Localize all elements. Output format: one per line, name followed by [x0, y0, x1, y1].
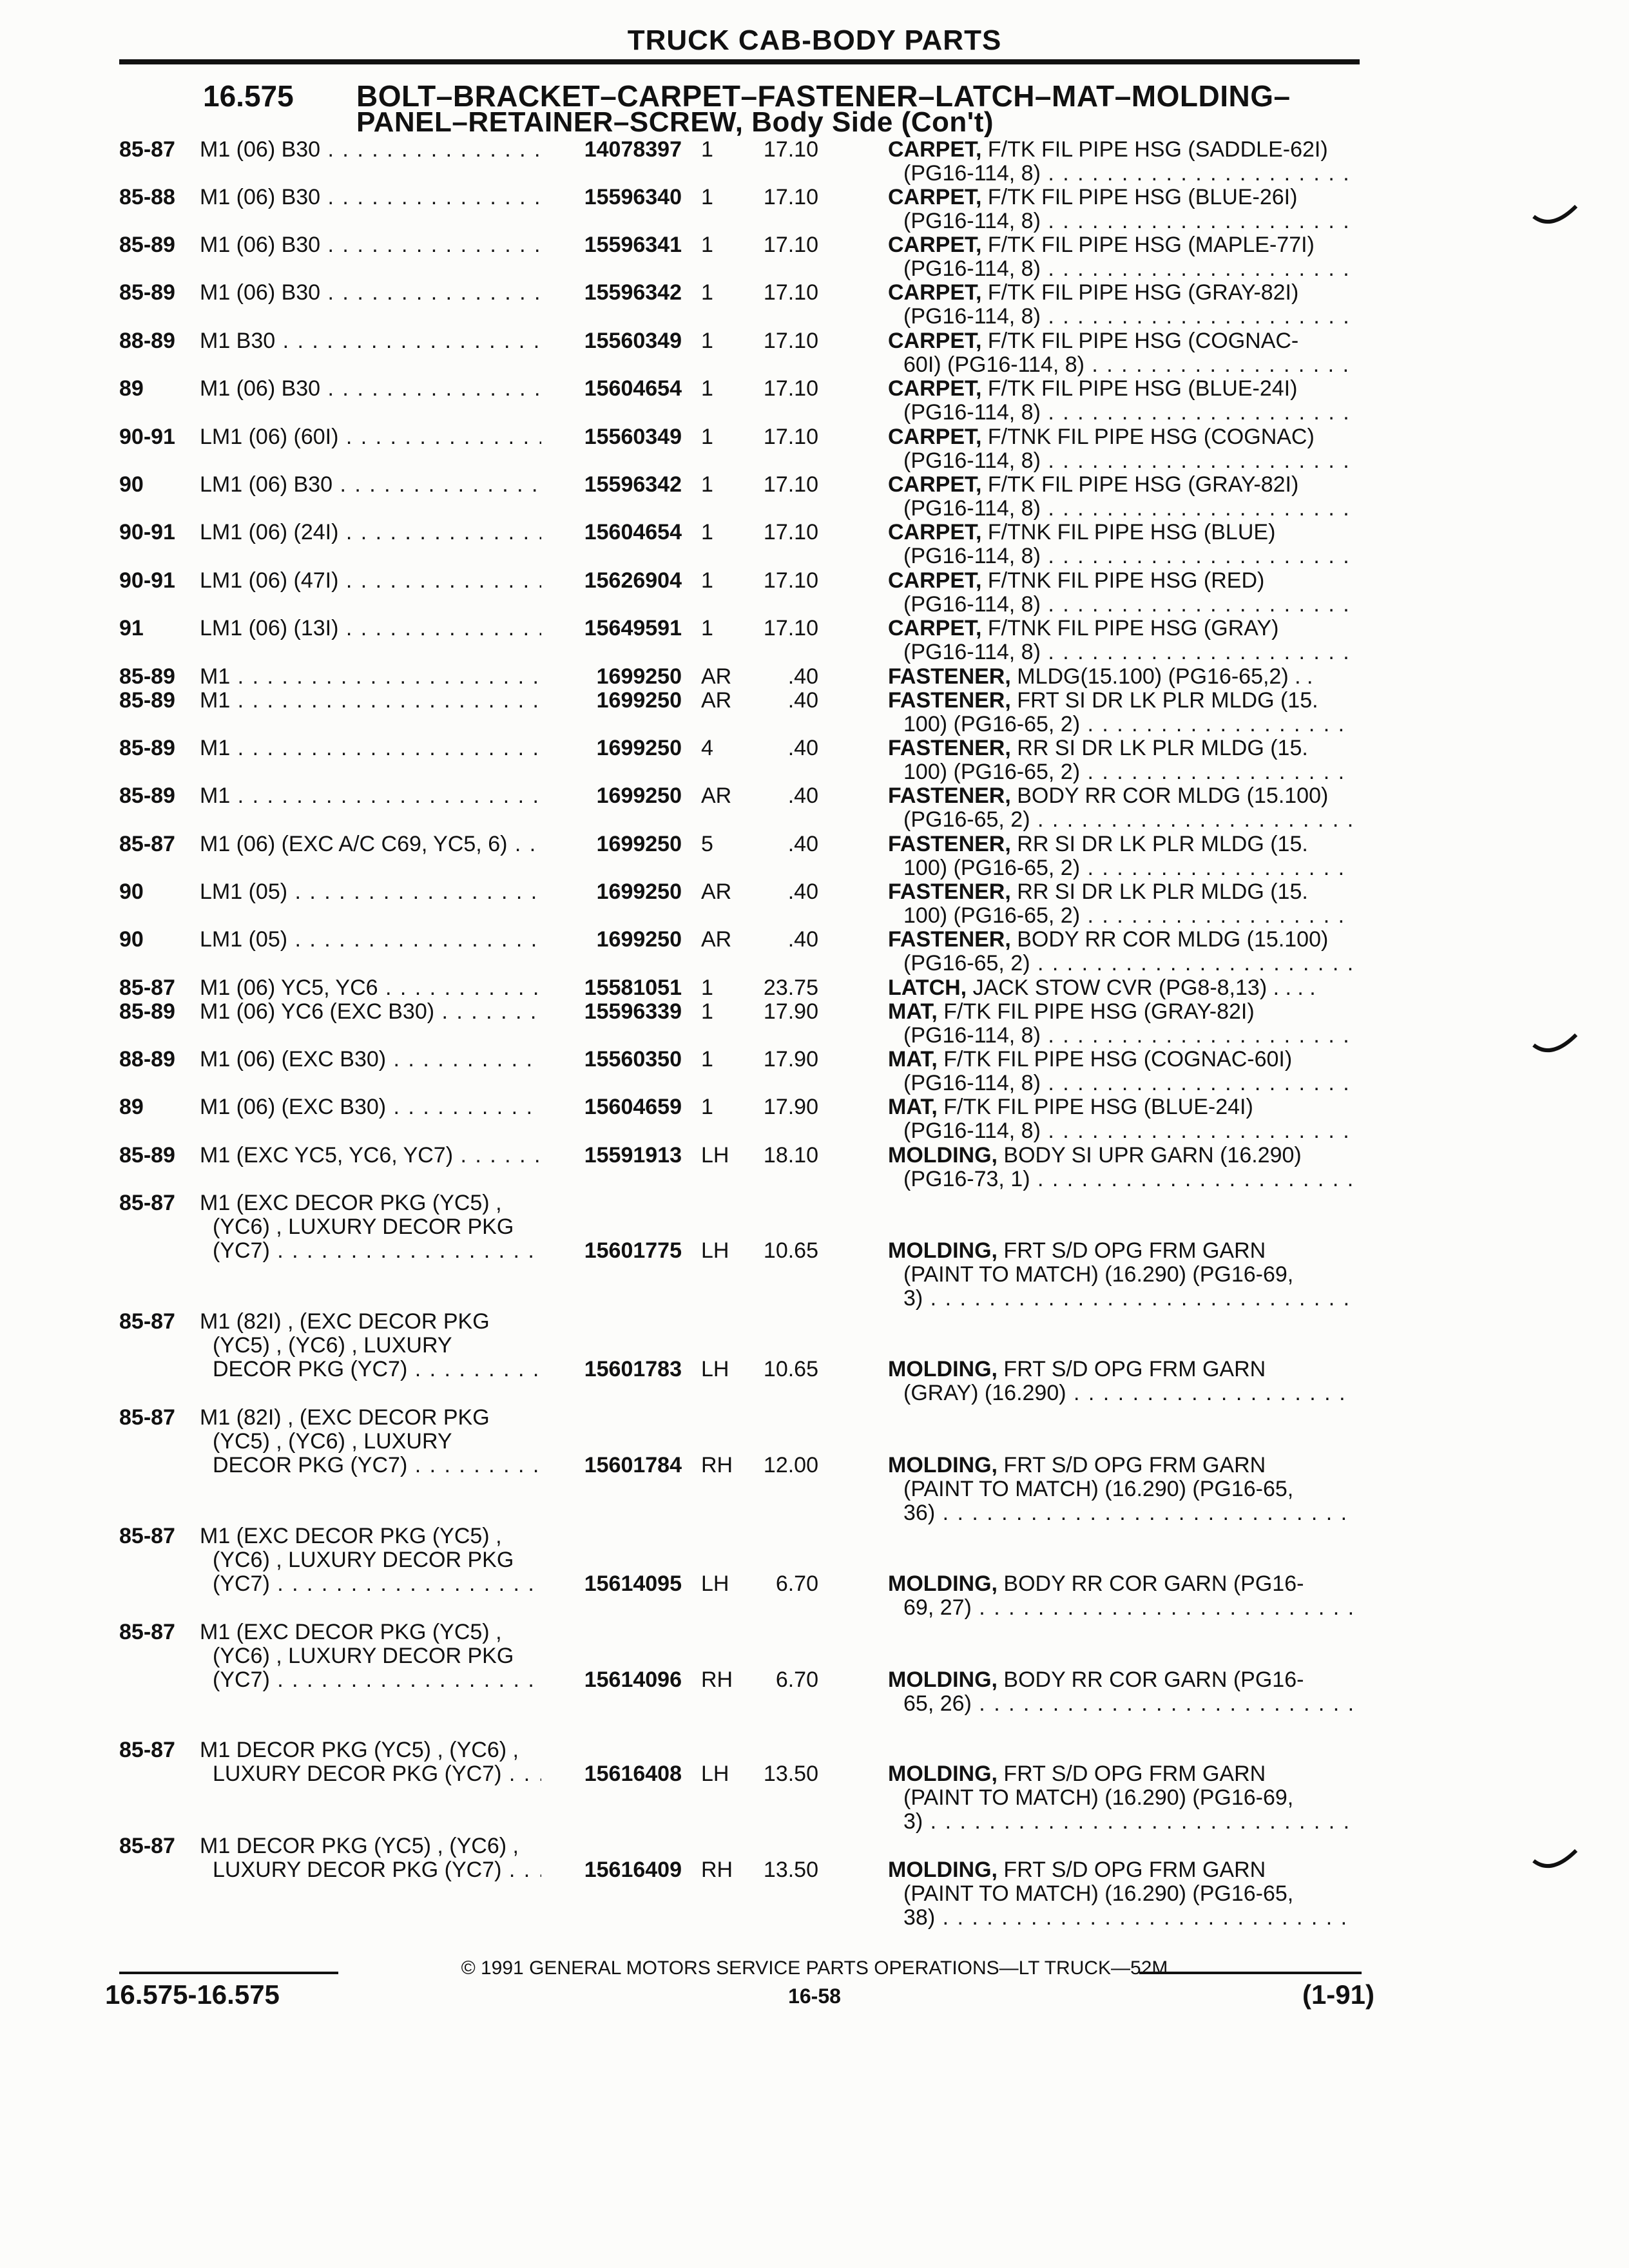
part-detail: BODY SI UPR GARN (16.290) [997, 1143, 1302, 1168]
part-detail-cont: 38) . . . [903, 1906, 1354, 1930]
part-detail: F/TK FIL PIPE HSG (BLUE-24I) [937, 1095, 1253, 1119]
part-detail: MLDG(15.100) (PG16-65,2) . . [1010, 664, 1313, 689]
part-description [888, 377, 1297, 401]
part-name: MOLDING, [888, 1238, 998, 1263]
part-name: CARPET, [888, 280, 982, 305]
model-application: LUXURY DECOR PKG (YC7) . . . [213, 1858, 541, 1882]
part-number: 15614096 [584, 1667, 682, 1692]
part-number: 1699250 [596, 879, 682, 904]
model-year: 90-91 [119, 520, 175, 544]
quantity: LH [701, 1357, 729, 1381]
model-application: (YC6) , LUXURY DECOR PKG [213, 1644, 514, 1668]
check-mark-icon [1532, 205, 1577, 231]
part-name: MOLDING, [888, 1762, 998, 1786]
price: 23.75 [763, 975, 818, 1000]
part-name: MAT, [888, 999, 938, 1024]
part-description [888, 1454, 1266, 1477]
part-description [888, 1762, 1266, 1786]
quantity: RH [701, 1453, 733, 1477]
part-detail-cont: 65, 26) . . . [903, 1692, 1354, 1716]
quantity: 1 [701, 999, 713, 1024]
part-detail: RR SI DR LK PLR MLDG (15. [1010, 879, 1308, 904]
part-detail-cont: (PAINT TO MATCH) (16.290) (PG16-69, [903, 1263, 1294, 1287]
model-application: M1 . . . [200, 736, 541, 760]
model-application: M1 . . . [200, 784, 541, 808]
quantity: LH [701, 1762, 729, 1786]
part-detail-cont: (PG16-114, 8) . . . [903, 640, 1354, 664]
quantity: LH [701, 1571, 729, 1596]
part-detail: F/TK FIL PIPE HSG (GRAY-82I) [937, 999, 1255, 1024]
part-detail: FRT SI DR LK PLR MLDG (15. [1010, 688, 1318, 713]
model-application: M1 (06) YC6 (EXC B30) . . . [200, 1000, 541, 1024]
part-number: 1699250 [596, 688, 682, 713]
part-name: MOLDING, [888, 1571, 998, 1596]
part-description [888, 689, 1318, 713]
part-detail-cont: (PG16-65, 2) . . . [903, 952, 1354, 975]
price: 12.00 [763, 1453, 818, 1477]
part-detail-cont: (PAINT TO MATCH) (16.290) (PG16-65, [903, 1477, 1294, 1501]
part-number: 14078397 [584, 137, 682, 162]
quantity: 1 [701, 425, 713, 449]
footer-copyright: © 1991 GENERAL MOTORS SERVICE PARTS OPERATIONS—LT TRUCK—52M [461, 1957, 1168, 1979]
model-year: 85-89 [119, 280, 175, 305]
part-description [888, 329, 1298, 353]
price: .40 [787, 832, 818, 856]
part-detail: F/TK FIL PIPE HSG (COGNAC-60I) [937, 1047, 1293, 1072]
part-detail-cont: 3) . . . [903, 1810, 1354, 1834]
part-detail-cont: 3) . . . [903, 1287, 1354, 1311]
part-number: 15560349 [584, 329, 682, 353]
model-application: LM1 (06) (24I) . . . [200, 521, 541, 544]
part-detail-cont: (PG16-114, 8) . . . [903, 593, 1354, 617]
part-name: CARPET, [888, 520, 982, 544]
quantity: RH [701, 1858, 733, 1882]
price: 17.10 [763, 137, 818, 162]
part-description [888, 1858, 1266, 1882]
model-application: M1 . . . [200, 665, 541, 689]
footer-section-range: 16.575-16.575 [105, 1979, 280, 2010]
part-detail: FRT S/D OPG FRM GARN [997, 1357, 1266, 1381]
model-application: M1 (06) YC5, YC6 . . . [200, 976, 541, 1000]
model-application: M1 (EXC DECOR PKG (YC5) , [200, 1620, 502, 1644]
part-detail-cont: (PG16-114, 8) . . . [903, 544, 1354, 568]
model-year: 90-91 [119, 425, 175, 449]
page-header-title: TRUCK CAB-BODY PARTS [627, 24, 1002, 56]
part-name: FASTENER, [888, 736, 1011, 760]
part-detail-cont: (PAINT TO MATCH) (16.290) (PG16-65, [903, 1882, 1294, 1906]
model-year: 85-88 [119, 185, 175, 209]
part-description [888, 1095, 1253, 1119]
model-application: M1 (06) B30 . . . [200, 138, 541, 162]
part-name: FASTENER, [888, 927, 1011, 952]
part-detail: F/TNK FIL PIPE HSG (BLUE) [981, 520, 1276, 544]
part-detail-cont: (PG16-114, 8) . . . [903, 162, 1354, 186]
part-number: 15601783 [584, 1357, 682, 1381]
part-name: CARPET, [888, 616, 982, 640]
part-number: 15596340 [584, 185, 682, 209]
price: 13.50 [763, 1762, 818, 1786]
part-description [888, 617, 1278, 640]
part-description [888, 233, 1315, 257]
part-number: 15626904 [584, 568, 682, 593]
part-detail: F/TK FIL PIPE HSG (GRAY-82I) [981, 472, 1299, 497]
part-name: CARPET, [888, 568, 982, 593]
quantity: 5 [701, 832, 713, 856]
part-detail-cont: (PG16-114, 8) . . . [903, 1072, 1354, 1095]
part-detail-cont: (PAINT TO MATCH) (16.290) (PG16-69, [903, 1786, 1294, 1810]
model-year: 89 [119, 1095, 144, 1119]
part-number: 15596342 [584, 280, 682, 305]
part-detail: BODY RR COR GARN (PG16- [997, 1667, 1304, 1692]
model-application: LM1 (06) (13I) . . . [200, 617, 541, 640]
part-number: 1699250 [596, 736, 682, 760]
part-detail: F/TK FIL PIPE HSG (BLUE-24I) [981, 376, 1298, 401]
part-number: 15560349 [584, 425, 682, 449]
part-description [888, 473, 1298, 497]
check-mark-icon [1532, 1849, 1577, 1875]
quantity: 1 [701, 975, 713, 1000]
model-year: 85-87 [119, 1309, 175, 1334]
part-detail: F/TK FIL PIPE HSG (BLUE-26I) [981, 185, 1298, 209]
model-year: 88-89 [119, 1047, 175, 1072]
part-description [888, 1000, 1255, 1024]
model-application: M1 . . . [200, 689, 541, 713]
quantity: 1 [701, 137, 713, 162]
price: .40 [787, 736, 818, 760]
model-year: 85-87 [119, 832, 175, 856]
model-application: M1 (82I) , (EXC DECOR PKG [200, 1405, 490, 1430]
model-application: LM1 (05) . . . [200, 880, 541, 904]
part-name: MOLDING, [888, 1357, 998, 1381]
model-application: M1 (EXC YC5, YC6, YC7) . . . [200, 1144, 541, 1168]
quantity: 1 [701, 616, 713, 640]
part-number: 15604654 [584, 376, 682, 401]
section-title-line1: BOLT–BRACKET–CARPET–FASTENER–LATCH–MAT–MOLDING– [356, 79, 1291, 113]
model-year: 90 [119, 472, 144, 497]
part-number: 15614095 [584, 1571, 682, 1596]
model-application: (YC5) , (YC6) , LUXURY [213, 1333, 452, 1358]
model-application: LM1 (06) (60I) . . . [200, 425, 541, 449]
part-description [888, 665, 1313, 689]
part-detail: F/TNK FIL PIPE HSG (COGNAC) [981, 425, 1315, 449]
model-application: M1 (06) (EXC B30) . . . [200, 1095, 541, 1119]
section-number: 16.575 [203, 79, 294, 113]
model-year: 85-87 [119, 1620, 175, 1644]
quantity: 1 [701, 472, 713, 497]
part-name: MOLDING, [888, 1143, 998, 1168]
quantity: AR [701, 783, 732, 808]
footer-date-code: (1-91) [1302, 1979, 1374, 2010]
part-detail-cont: (PG16-114, 8) . . . [903, 449, 1354, 473]
model-year: 90 [119, 927, 144, 952]
part-description [888, 880, 1308, 904]
part-detail-cont: (PG16-114, 8) . . . [903, 1024, 1354, 1048]
part-detail-cont: (PG16-73, 1) . . . [903, 1168, 1354, 1191]
model-application: M1 DECOR PKG (YC5) , (YC6) , [200, 1834, 519, 1858]
quantity: 1 [701, 329, 713, 353]
part-detail-cont: (PG16-65, 2) . . . [903, 808, 1354, 832]
model-year: 85-87 [119, 1738, 175, 1762]
part-detail-cont: 100) (PG16-65, 2) . . . [903, 713, 1354, 736]
model-year: 85-87 [119, 137, 175, 162]
model-year: 85-87 [119, 975, 175, 1000]
part-detail-cont: (PG16-114, 8) . . . [903, 1119, 1354, 1143]
quantity: AR [701, 688, 732, 713]
part-number: 15649591 [584, 616, 682, 640]
model-year: 85-89 [119, 783, 175, 808]
price: 17.10 [763, 185, 818, 209]
part-number: 15581051 [584, 975, 682, 1000]
model-application: (YC7) . . . [213, 1668, 541, 1692]
part-description [888, 1358, 1266, 1381]
part-detail: BODY RR COR MLDG (15.100) [1010, 927, 1329, 952]
model-application: (YC7) . . . [213, 1572, 541, 1596]
model-application: M1 (06) B30 . . . [200, 281, 541, 305]
quantity: 1 [701, 568, 713, 593]
price: 17.10 [763, 616, 818, 640]
part-description [888, 138, 1328, 162]
model-year: 85-89 [119, 1143, 175, 1168]
part-detail: FRT S/D OPG FRM GARN [997, 1453, 1266, 1477]
model-application: M1 (06) B30 . . . [200, 377, 541, 401]
price: 18.10 [763, 1143, 818, 1168]
part-number: 15616408 [584, 1762, 682, 1786]
part-description [888, 425, 1315, 449]
part-description [888, 976, 1316, 1000]
price: 6.70 [775, 1667, 818, 1692]
quantity: 1 [701, 280, 713, 305]
part-description [888, 928, 1328, 952]
part-name: MOLDING, [888, 1858, 998, 1882]
part-description [888, 1572, 1304, 1596]
part-description [888, 784, 1328, 808]
part-detail-cont: 36) . . . [903, 1501, 1354, 1525]
part-name: CARPET, [888, 425, 982, 449]
part-number: 15601784 [584, 1453, 682, 1477]
part-description [888, 1144, 1302, 1168]
part-detail-cont: (PG16-114, 8) . . . [903, 257, 1354, 281]
part-number: 15560350 [584, 1047, 682, 1072]
model-year: 85-89 [119, 233, 175, 257]
price: 13.50 [763, 1858, 818, 1882]
part-number: 15596342 [584, 472, 682, 497]
part-name: FASTENER, [888, 879, 1011, 904]
price: 10.65 [763, 1357, 818, 1381]
price: 17.10 [763, 329, 818, 353]
model-year: 85-89 [119, 664, 175, 689]
model-year: 85-87 [119, 1405, 175, 1430]
model-year: 90 [119, 879, 144, 904]
part-description [888, 569, 1264, 593]
footer-page-number: 16-58 [788, 1984, 841, 2008]
part-detail-cont: 69, 27) . . . [903, 1596, 1354, 1620]
model-year: 89 [119, 376, 144, 401]
part-description [888, 281, 1298, 305]
part-detail: JACK STOW CVR (PG8-8,13) . . . . [967, 975, 1316, 1000]
price: .40 [787, 664, 818, 689]
model-application: M1 DECOR PKG (YC5) , (YC6) , [200, 1738, 519, 1762]
model-application: M1 (82I) , (EXC DECOR PKG [200, 1309, 490, 1334]
quantity: 1 [701, 376, 713, 401]
part-name: MOLDING, [888, 1453, 998, 1477]
part-description [888, 1668, 1304, 1692]
part-detail-cont: 100) (PG16-65, 2) . . . [903, 904, 1354, 928]
quantity: 1 [701, 1095, 713, 1119]
part-detail: RR SI DR LK PLR MLDG (15. [1010, 832, 1308, 856]
model-application: M1 (06) B30 . . . [200, 233, 541, 257]
part-number: 1699250 [596, 783, 682, 808]
part-detail: FRT S/D OPG FRM GARN [997, 1238, 1266, 1263]
quantity: 1 [701, 233, 713, 257]
part-number: 1699250 [596, 664, 682, 689]
quantity: AR [701, 927, 732, 952]
quantity: 4 [701, 736, 713, 760]
quantity: LH [701, 1143, 729, 1168]
model-application: M1 (EXC DECOR PKG (YC5) , [200, 1524, 502, 1548]
price: 17.90 [763, 999, 818, 1024]
price: 17.90 [763, 1095, 818, 1119]
part-name: FASTENER, [888, 664, 1011, 689]
part-description [888, 1239, 1266, 1263]
part-name: MAT, [888, 1047, 938, 1072]
part-detail: F/TNK FIL PIPE HSG (RED) [981, 568, 1265, 593]
part-number: 1699250 [596, 927, 682, 952]
part-detail-cont: (GRAY) (16.290) . . . [903, 1381, 1354, 1405]
part-name: CARPET, [888, 376, 982, 401]
price: 17.10 [763, 520, 818, 544]
model-application: M1 (06) (EXC A/C C69, YC5, 6) . . . [200, 832, 541, 856]
part-detail: FRT S/D OPG FRM GARN [997, 1762, 1266, 1786]
part-detail: F/TK FIL PIPE HSG (SADDLE-62I) [981, 137, 1328, 162]
part-detail: F/TK FIL PIPE HSG (GRAY-82I) [981, 280, 1299, 305]
part-number: 15616409 [584, 1858, 682, 1882]
model-application: LM1 (05) . . . [200, 928, 541, 952]
part-description [888, 521, 1275, 544]
part-number: 1699250 [596, 832, 682, 856]
part-name: LATCH, [888, 975, 967, 1000]
quantity: 1 [701, 185, 713, 209]
model-application: (YC6) , LUXURY DECOR PKG [213, 1215, 514, 1239]
quantity: 1 [701, 520, 713, 544]
model-application: M1 B30 . . . [200, 329, 541, 353]
model-year: 85-89 [119, 736, 175, 760]
model-application: M1 (06) (EXC B30) . . . [200, 1048, 541, 1072]
quantity: RH [701, 1667, 733, 1692]
check-mark-icon [1532, 1033, 1577, 1059]
price: 17.10 [763, 425, 818, 449]
model-application: (YC6) , LUXURY DECOR PKG [213, 1548, 514, 1572]
part-number: 15601775 [584, 1238, 682, 1263]
part-detail-cont: 60I) (PG16-114, 8) . . . [903, 353, 1354, 377]
model-application: DECOR PKG (YC7) . . . [213, 1358, 541, 1381]
part-name: FASTENER, [888, 832, 1011, 856]
part-name: CARPET, [888, 329, 982, 353]
part-name: MAT, [888, 1095, 938, 1119]
part-name: MOLDING, [888, 1667, 998, 1692]
price: .40 [787, 783, 818, 808]
model-year: 85-89 [119, 688, 175, 713]
section-title-line2: PANEL–RETAINER–SCREW, Body Side (Con't) [356, 106, 994, 138]
part-number: 15604654 [584, 520, 682, 544]
part-name: CARPET, [888, 137, 982, 162]
price: 10.65 [763, 1238, 818, 1263]
part-detail-cont: (PG16-114, 8) . . . [903, 209, 1354, 233]
part-detail: FRT S/D OPG FRM GARN [997, 1858, 1266, 1882]
part-description [888, 736, 1308, 760]
quantity: AR [701, 664, 732, 689]
part-description [888, 832, 1308, 856]
model-application: LM1 (06) (47I) . . . [200, 569, 541, 593]
part-detail-cont: 100) (PG16-65, 2) . . . [903, 856, 1354, 880]
part-detail-cont: 100) (PG16-65, 2) . . . [903, 760, 1354, 784]
part-description [888, 186, 1297, 209]
model-application: (YC5) , (YC6) , LUXURY [213, 1429, 452, 1454]
part-name: FASTENER, [888, 688, 1011, 713]
part-number: 15604659 [584, 1095, 682, 1119]
model-application: LM1 (06) B30 . . . [200, 473, 541, 497]
model-application: (YC7) . . . [213, 1239, 541, 1263]
model-application: DECOR PKG (YC7) . . . [213, 1454, 541, 1477]
part-detail-cont: (PG16-114, 8) . . . [903, 305, 1354, 329]
part-name: FASTENER, [888, 783, 1011, 808]
part-name: CARPET, [888, 472, 982, 497]
quantity: 1 [701, 1047, 713, 1072]
part-detail: RR SI DR LK PLR MLDG (15. [1010, 736, 1308, 760]
model-application: M1 (EXC DECOR PKG (YC5) , [200, 1191, 502, 1215]
model-year: 85-87 [119, 1191, 175, 1215]
model-year: 91 [119, 616, 144, 640]
part-number: 15591913 [584, 1143, 682, 1168]
price: .40 [787, 927, 818, 952]
price: 6.70 [775, 1571, 818, 1596]
quantity: AR [701, 879, 732, 904]
part-detail-cont: (PG16-114, 8) . . . [903, 497, 1354, 521]
part-name: CARPET, [888, 185, 982, 209]
model-application: LUXURY DECOR PKG (YC7) . . . [213, 1762, 541, 1786]
model-year: 88-89 [119, 329, 175, 353]
price: 17.90 [763, 1047, 818, 1072]
model-year: 85-89 [119, 999, 175, 1024]
part-number: 15596339 [584, 999, 682, 1024]
price: 17.10 [763, 233, 818, 257]
price: .40 [787, 688, 818, 713]
part-number: 15596341 [584, 233, 682, 257]
price: 17.10 [763, 472, 818, 497]
part-detail: BODY RR COR GARN (PG16- [997, 1571, 1304, 1596]
model-year: 90-91 [119, 568, 175, 593]
price: 17.10 [763, 376, 818, 401]
part-detail: BODY RR COR MLDG (15.100) [1010, 783, 1329, 808]
model-year: 85-87 [119, 1834, 175, 1858]
part-description [888, 1048, 1292, 1072]
part-detail: F/TK FIL PIPE HSG (COGNAC- [981, 329, 1299, 353]
model-year: 85-87 [119, 1524, 175, 1548]
part-detail-cont: (PG16-114, 8) . . . [903, 401, 1354, 425]
part-name: CARPET, [888, 233, 982, 257]
price: 17.10 [763, 280, 818, 305]
price: 17.10 [763, 568, 818, 593]
quantity: LH [701, 1238, 729, 1263]
part-detail: F/TK FIL PIPE HSG (MAPLE-77I) [981, 233, 1315, 257]
part-detail: F/TNK FIL PIPE HSG (GRAY) [981, 616, 1279, 640]
model-application: M1 (06) B30 . . . [200, 186, 541, 209]
price: .40 [787, 879, 818, 904]
